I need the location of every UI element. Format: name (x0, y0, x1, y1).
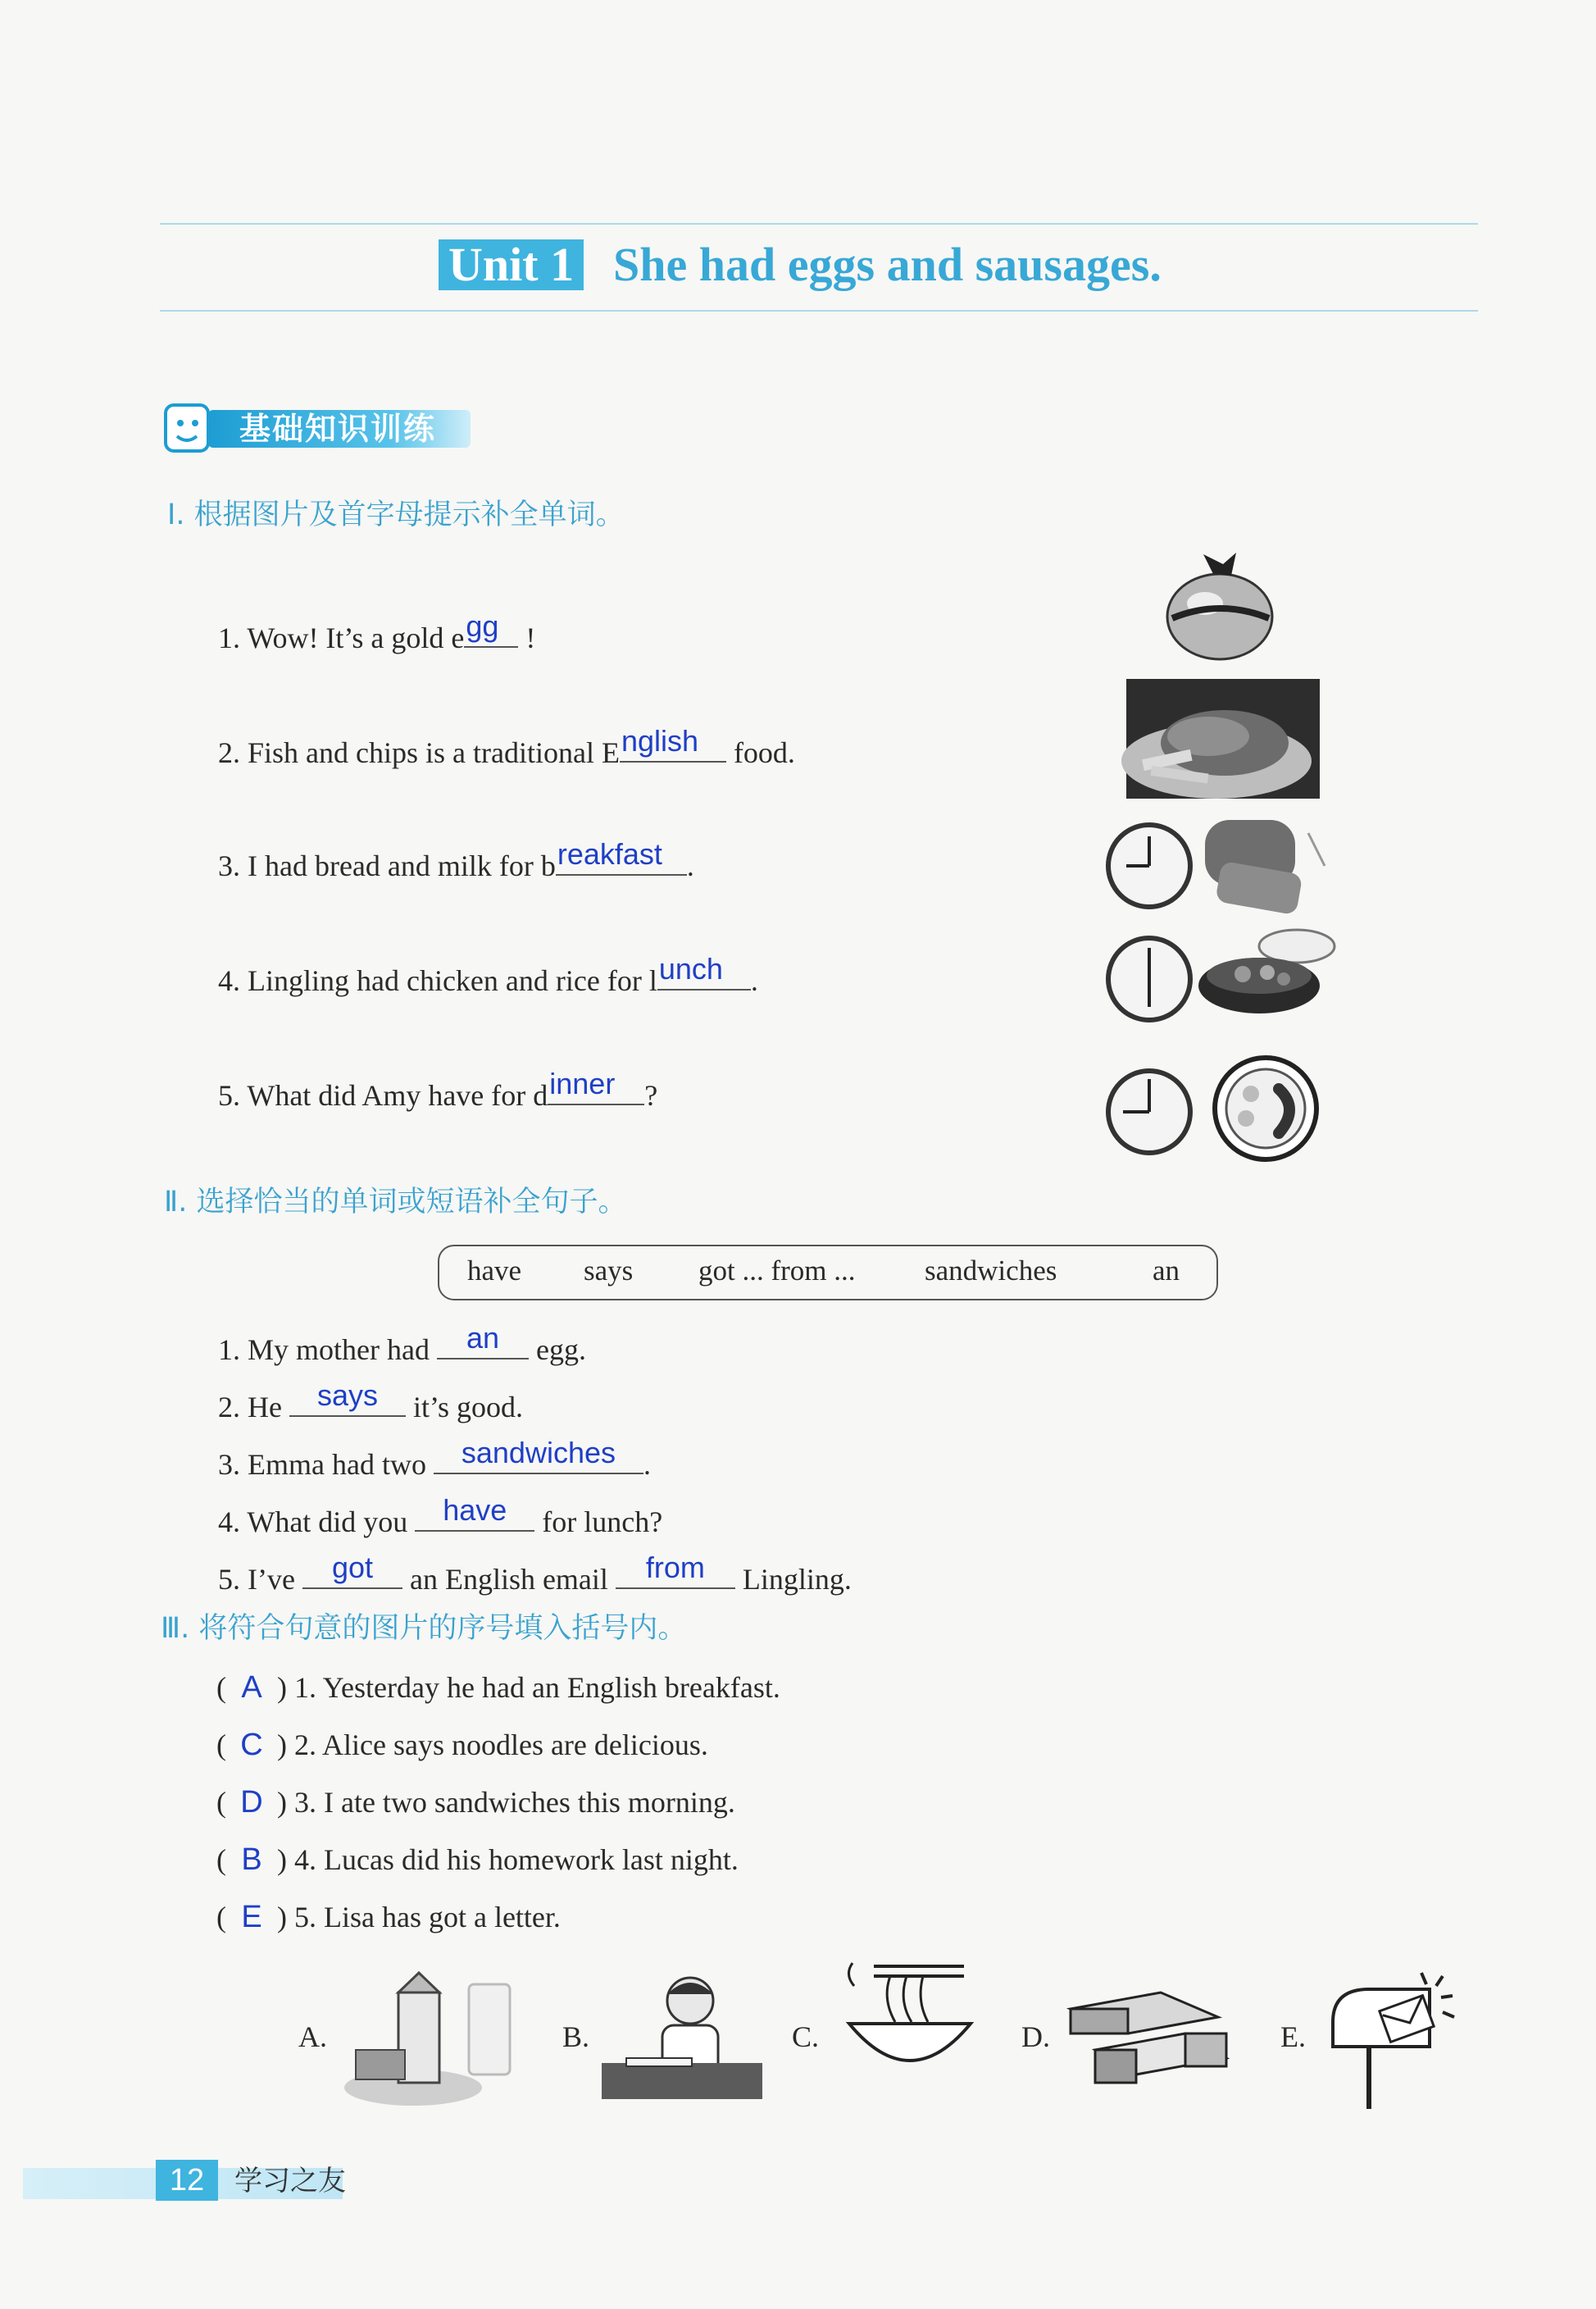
item-text: 1. Wow! It’s a gold e (218, 622, 465, 654)
part3-heading: Ⅲ. 将符合句意的图片的序号填入括号内。 (161, 1612, 687, 1645)
item-text-end: ? (644, 1079, 658, 1112)
answer-blank (434, 1436, 643, 1474)
answer-text: reakfast (557, 837, 662, 871)
english-breakfast-icon (339, 1968, 520, 2107)
answer-blank (289, 1378, 406, 1417)
part1-item-5 (218, 1067, 658, 1114)
item-text: ) 3. I ate two sandwiches this morning. (277, 1786, 735, 1819)
part2-heading: Ⅱ. 选择恰当的单词或短语补全句子。 (164, 1186, 627, 1218)
part2-item-3 (218, 1436, 651, 1482)
part3-item-2: ( C ) 2. Alice says noodles are delicious. (216, 1728, 708, 1762)
item-text: ) 2. Alice says noodles are delicious. (277, 1728, 708, 1761)
part3-item-4: ( B ) 4. Lucas did his homework last night. (216, 1842, 739, 1877)
clock-and-plate-icon (1103, 1058, 1341, 1164)
banner-label: 基础知识训练 (239, 411, 437, 447)
answer-text: says (316, 1378, 378, 1412)
item-text: 5. I’ve (218, 1563, 295, 1596)
part1-item-3 (218, 837, 694, 884)
item-text: 3. Emma had two (218, 1448, 426, 1481)
item-text-end: . (686, 849, 694, 882)
fish-and-chips-photo (1126, 679, 1320, 799)
answer-text: from (645, 1551, 705, 1584)
word-bank-item: have (467, 1255, 522, 1287)
item-text-end: egg. (535, 1333, 586, 1366)
item-text: 2. He (218, 1391, 282, 1423)
item-text-end: it’s good. (412, 1391, 523, 1423)
book-name: 学习之友 (234, 2165, 346, 2197)
item-text: 4. What did you (218, 1505, 408, 1538)
part3-item-3: ( D ) 3. I ate two sandwiches this morning. (216, 1785, 735, 1819)
word-bank (438, 1245, 1218, 1300)
item-text: 5. What did Amy have for d (218, 1079, 548, 1112)
header-rule-top (160, 223, 1478, 225)
picture-label-d: D. (1021, 2020, 1050, 2053)
item-text-middle: an English email (409, 1563, 608, 1596)
item-text-end: Lingling. (742, 1563, 852, 1596)
golden-egg-icon (1156, 549, 1287, 672)
clock-and-bread-icon (1103, 817, 1341, 915)
part2-item-1 (218, 1321, 586, 1368)
answer-text: C (240, 1728, 263, 1762)
answer-text: inner (549, 1067, 616, 1100)
answer-text: an (466, 1321, 499, 1355)
answer-text: gg (466, 609, 499, 643)
item-text-end: . (643, 1448, 651, 1481)
answer-text: E (241, 1900, 262, 1934)
part1-item-1 (218, 609, 536, 656)
part2-item-4 (218, 1493, 663, 1540)
word-bank-item: an (1153, 1255, 1180, 1287)
noodle-bowl-icon (841, 1958, 980, 2097)
answer-blank (556, 837, 687, 876)
sandwiches-icon (1062, 1984, 1226, 2099)
header-rule-bottom (160, 310, 1478, 312)
picture-label-e: E. (1280, 2020, 1306, 2053)
part1-item-4 (218, 952, 758, 999)
picture-label-b: B. (562, 2020, 590, 2053)
picture-label-a: A. (298, 2020, 327, 2053)
word-bank-item: sandwiches (925, 1255, 1057, 1287)
answer-blank (302, 1551, 402, 1589)
answer-text: got (331, 1551, 373, 1584)
part3-item-5: ( E ) 5. Lisa has got a letter. (216, 1900, 561, 1934)
answer-text: have (443, 1493, 507, 1527)
item-text: 4. Lingling had chicken and rice for l (218, 964, 657, 997)
part2-item-5 (218, 1551, 852, 1597)
answer-blank (464, 609, 518, 648)
section-banner (161, 400, 472, 458)
part3-item-1: ( A ) 1. Yesterday he had an English breakfast. (216, 1670, 780, 1705)
part1-item-2 (218, 724, 795, 771)
answer-text: nglish (621, 724, 698, 758)
answer-text: unch (658, 952, 723, 986)
page-title: She had eggs and sausages. (613, 238, 1162, 291)
item-text: 2. Fish and chips is a traditional E (218, 736, 620, 769)
item-text-end: for lunch? (542, 1505, 663, 1538)
picture-label-c: C. (792, 2020, 820, 2053)
answer-blank (616, 1551, 735, 1589)
answer-blank (415, 1493, 534, 1532)
boy-doing-homework-icon (602, 1968, 766, 2107)
answer-text: D (240, 1785, 263, 1819)
item-text-end: . (750, 964, 758, 997)
item-text: ) 1. Yesterday he had an English breakfast. (277, 1671, 780, 1704)
word-bank-item: says (584, 1255, 634, 1287)
answer-text: B (241, 1842, 262, 1877)
item-text: 1. My mother had (218, 1333, 430, 1366)
answer-blank (437, 1321, 529, 1359)
word-bank-item: got ... from ... (698, 1255, 856, 1287)
item-text-end: food. (733, 736, 795, 769)
part2-item-2 (218, 1378, 523, 1425)
answer-blank (620, 724, 726, 763)
unit-label: Unit 1 (439, 239, 584, 290)
answer-blank (657, 952, 751, 991)
item-text-end: ! (525, 622, 536, 654)
clock-and-chicken-rice-icon (1103, 925, 1341, 1032)
item-text: 3. I had bread and milk for b (218, 849, 556, 882)
mailbox-letter-icon (1323, 1965, 1462, 2112)
answer-text: A (241, 1670, 262, 1705)
answer-blank (548, 1067, 644, 1105)
part1-heading: Ⅰ. 根据图片及首字母提示补全单词。 (167, 499, 625, 531)
page-number: 12 (156, 2160, 218, 2201)
answer-text: sandwiches (461, 1436, 616, 1469)
item-text: ) 4. Lucas did his homework last night. (277, 1843, 739, 1876)
item-text: ) 5. Lisa has got a letter. (277, 1901, 561, 1933)
